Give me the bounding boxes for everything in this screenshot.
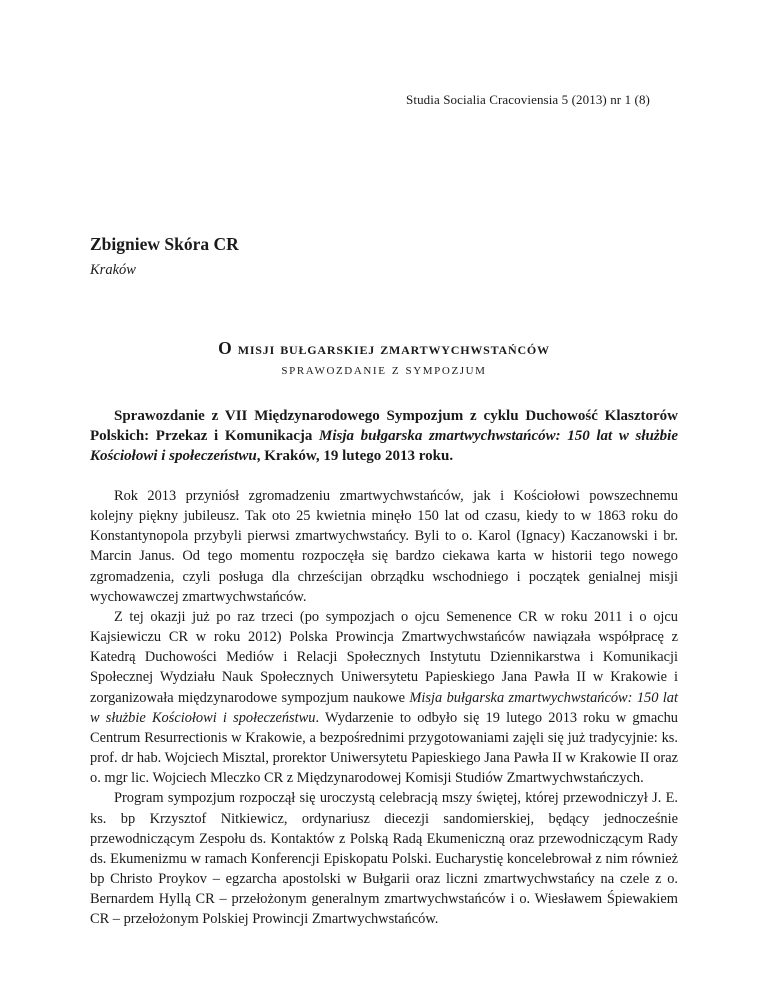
article-body bbox=[90, 486, 678, 929]
article-subtitle: sprawozdanie z sympozjum bbox=[281, 362, 487, 378]
body-paragraph-1: Rok 2013 przyniósł zgromadzeniu zmartwychwstańców, jak i Kościołowi powszechnemu kolejny piękny jubileusz. Tak oto 25 kwietnia minęło 150 lat od czasu, kiedy to w 1863 roku do Konstantynopola przybyli pierwsi zmartwychwstańcy. Byli to o. Karol (Ignacy) Kaczanowski i br. Marcin Janus. Od tego momentu rozpoczęła się bardzo ciekawa karta w historii tego nowego zgromadzenia, czyli posługa dla chrześcijan obrządku wschodniego i początek genialnej misji wychowawczej zmartwychwstańców. bbox=[90, 488, 678, 605]
running-head: Studia Socialia Cracoviensia 5 (2013) nr 1 (8) bbox=[406, 92, 650, 107]
intro-paragraph bbox=[90, 406, 678, 467]
author-affiliation: Kraków bbox=[90, 262, 136, 278]
author-name: Zbigniew Skóra CR bbox=[90, 234, 239, 254]
intro-text-start: Sprawozdanie z VII Międzynarodowego Sympozjum z cyklu Duchowość Klasztorów Polskich: Przekaz i Komunikacja bbox=[90, 408, 678, 445]
body-paragraph-2-end: . Wydarzenie to odbyło się 19 lutego 2013 roku w gmachu Centrum Resurrectionis w Krakowie, a bezpośrednimi przygotowaniami zajęli się już tradycyjnie: ks. prof. dr hab. Wojciech Misztal, prorektor Uniwersytetu Papieskiego Jana Pawła II w Krakowie II oraz o. mgr lic. Wojciech Mleczko CR z Międzynarodowej Komisji Studiów Zmartwychwstańczych. bbox=[90, 709, 678, 787]
intro-text-end: , Kraków, 19 lutego 2013 roku. bbox=[256, 448, 454, 465]
body-paragraph-2-italic: Misja bułgarska zmartwychwstańców: 150 lat w służbie Kościołowi i społeczeństwu bbox=[90, 689, 678, 726]
body-paragraph-2 bbox=[90, 607, 678, 788]
body-paragraph-3: Program sympozjum rozpoczął się uroczystą celebracją mszy świętej, której przewodniczył J. E. ks. bp Krzysztof Nitkiewicz, ordynariusz diecezji sandomierskiej, będący jednocześnie przewodniczącym Zespołu ds. Kontaktów z Polską Radą Ekumeniczną oraz przewodniczącym Rady ds. Ekumenizmu w ramach Konferencji Episkopatu Polski. Eucharystię koncelebrował z nim również bp Christo Proykov – egzarcha apostolski w Bułgarii oraz liczni zmartwychwstańcy na czele z o. Bernardem Hyllą CR – przełożonym generalnym zmartwychwstańców i o. Wiesławem Śpiewakiem CR – przełożonym Polskiej Prowincji Zmartwychwstańców. bbox=[90, 790, 678, 928]
intro-title-italic: Misja bułgarska zmartwychwstańców: 150 lat w służbie Kościołowi i społeczeństwu bbox=[90, 428, 678, 465]
body-paragraph-2-start: Z tej okazji już po raz trzeci (po sympozjach o ojcu Semenence CR w roku 2011 i o ojcu Kajsiewiczu CR w roku 2012) Polska Prowincja Zmartwychwstańców nawiązała współpracę z Katedrą Duchowości Mediów i Relacji Społecznych Instytutu Dziennikarstwa i Komunikacji Społecznej Wydziału Nauk Społecznych Uniwersytetu Papieskiego Jana Pawła II w Krakowie i zorganizowała międzynarodowe sympozjum naukowe bbox=[90, 608, 678, 706]
article-title: O misji bułgarskiej zmartwychwstańców bbox=[218, 338, 550, 358]
